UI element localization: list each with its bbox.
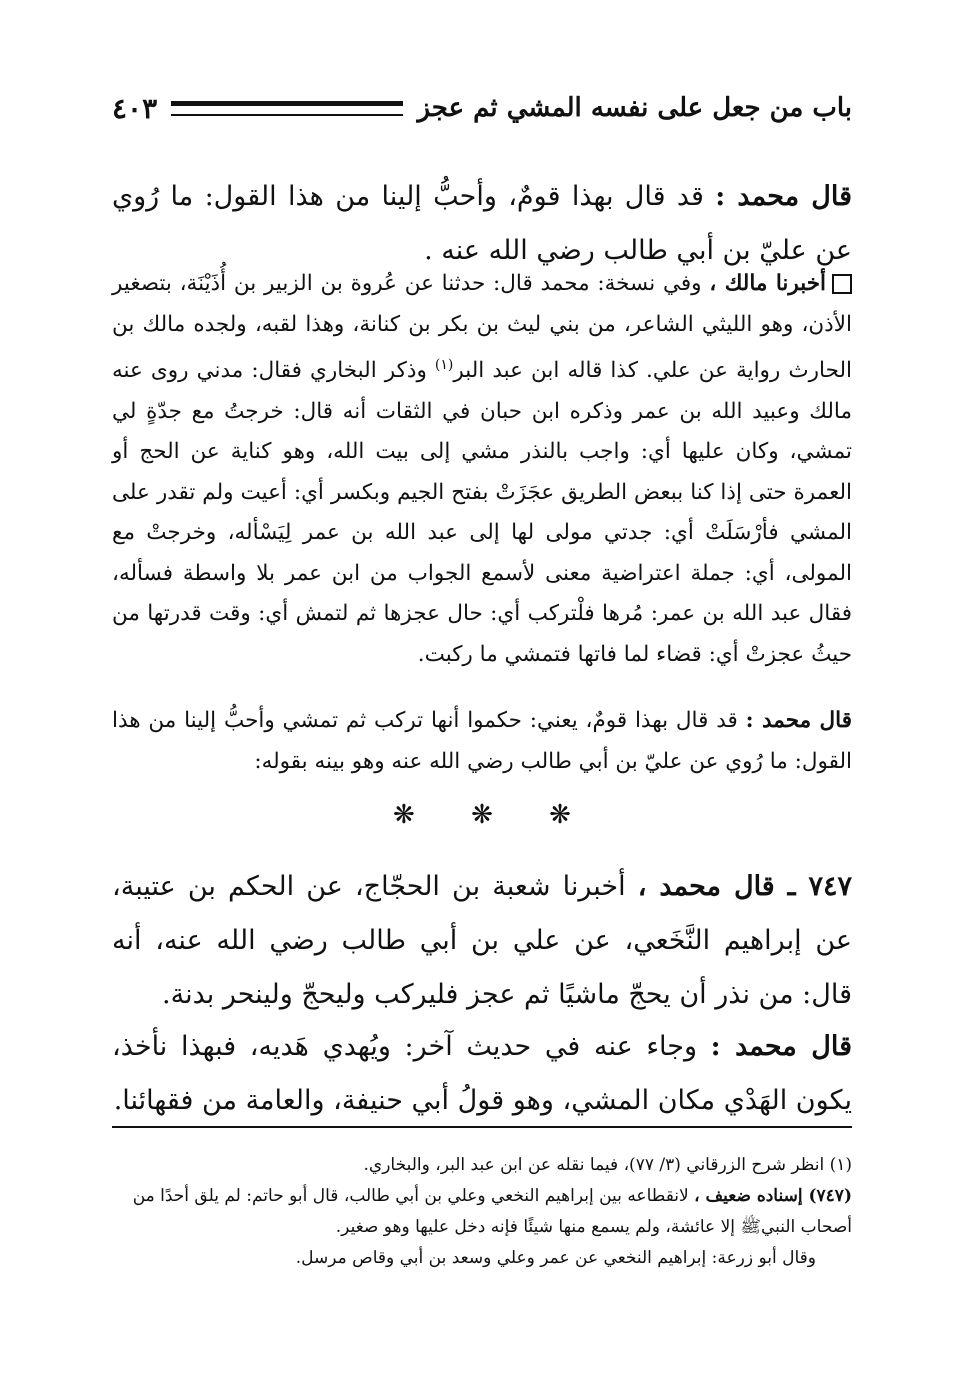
paragraph-muhammad-1 <box>112 170 852 278</box>
star-icon: ❋ <box>471 800 493 830</box>
hadith-text: أخبرنا شعبة بن الحجّاج، عن الحكم بن عتيبة، عن إبراهيم النَّخَعي، عن علي بن أبي طالب رضي الله عنه، أنه قال: من نذر أن يحجّ ماشيًا ثم عجز فليركب وليحجّ ولينحر بدنة. <box>112 871 852 1010</box>
footnote-reference: (١) <box>434 357 454 373</box>
page-number: ٤٠٣ <box>112 91 158 125</box>
footnote-text-747-2: وقال أبو زرعة: إبراهيم النخعي عن عمر وعلي وسعد بن أبي وقاص مرسل. <box>295 1248 816 1268</box>
paragraph-text-2: وجاء عنه في حديث آخر: ويُهدي هَديه، فبهذا نأخذ، يكون الهَدْي مكان المشي، وهو قولُ أبي حنيفة، والعامة من فقهائنا. <box>112 1031 852 1116</box>
header-rule <box>171 101 403 116</box>
commentary-text-2: قد قال بهذا قومٌ، يعني: حكموا أنها تركب ثم تمشي وأحبُّ إلينا من هذا القول: ما رُوي عن عليّ بن أبي طالب رضي الله عنه وهو بينه بقوله: <box>112 708 852 774</box>
paragraph-muhammad-2 <box>112 1020 852 1128</box>
commentary-paragraph-2 <box>112 701 852 782</box>
footnote-1 <box>112 1150 852 1181</box>
footnote-label: (١) <box>829 1155 852 1175</box>
paragraph-lead: قال محمد : <box>715 181 852 212</box>
commentary-lead: أخبرنا مالك ، <box>709 271 826 296</box>
footnote-text: انظر شرح الزرقاني (٣/ ٧٧)، فيما نقله عن ابن عبد البر، والبخاري. <box>363 1155 830 1175</box>
commentary-text-b: وذكر البخاري فقال: مدني روى عنه مالك وعبيد الله بن عمر وذكره ابن حبان في الثقات أنه قال: خرجتُ مع جدّةٍ لي تمشي، وكان عليها أي: واجب بالنذر مشي إلى بيت الله، وهو كناية عن الحج أو العمرة حتى إذا كنا ببعض الطريق عجَزَتْ بفتح الجيم وبكسر أي: أعيت ولم تقدر على المشي فأرْسَلَتْ أي: جدتي مولى لها إلى عبد الله بن عمر لِيَسْأله، وخرجتْ مع المولى، أي: جملة اعتراضية معنى لأسمع الجواب من ابن عمر بلا واسطة فسأله، فقال عبد الله بن عمر: مُرها فلْتركب أي: حال عجزها ثم لتمش أي: وقت قدرتها من حيثُ عجزتْ أي: قضاء لما فاتها فتمشي ما ركبت. <box>112 358 852 667</box>
hadith-lead: ٧٤٧ ـ قال محمد ، <box>637 871 852 902</box>
footnote-747 <box>112 1181 852 1243</box>
footnote-text-747: لانقطاعه بين إبراهيم النخعي وعلي بن أبي طالب، قال أبو حاتم: لم يلق أحدًا من أصحاب النبيﷺ إلا عائشة، ولم يسمع منها شيئًا فإنه دخل عليها وهو صغير. <box>132 1186 852 1237</box>
paragraph-lead-2: قال محمد : <box>710 1031 852 1062</box>
commentary-paragraph <box>112 264 852 675</box>
footnote-label-747: (٧٤٧) إسناده ضعيف ، <box>694 1186 852 1206</box>
square-marker-icon <box>832 274 852 294</box>
footnotes <box>112 1150 852 1274</box>
star-icon: ❋ <box>393 800 415 830</box>
page-header <box>112 88 852 128</box>
hadith-747 <box>112 860 852 1022</box>
section-separator <box>0 800 964 830</box>
footnote-divider <box>112 1126 852 1128</box>
commentary-lead-2: قال محمد : <box>745 708 853 733</box>
footnote-747-continuation <box>112 1243 852 1274</box>
star-icon: ❋ <box>549 800 571 830</box>
chapter-title: باب من جعل على نفسه المشي ثم عجز <box>417 93 852 123</box>
commentary-text-a: وفي نسخة: محمد قال: حدثنا عن عُروة بن الزبير بن أُذَيْنَة، بتصغير الأذن، وهو الليثي الشاعر، من بني ليث بن بكر بن كنانة، وهذا لقبه، ولجده مالك بن الحارث رواية عن علي. كذا قاله ابن عبد البر <box>112 271 852 384</box>
paragraph-text: قد قال بهذا قومٌ، وأحبُّ إلينا من هذا القول: ما رُوي عن عليّ بن أبي طالب رضي الله عنه . <box>112 181 852 266</box>
